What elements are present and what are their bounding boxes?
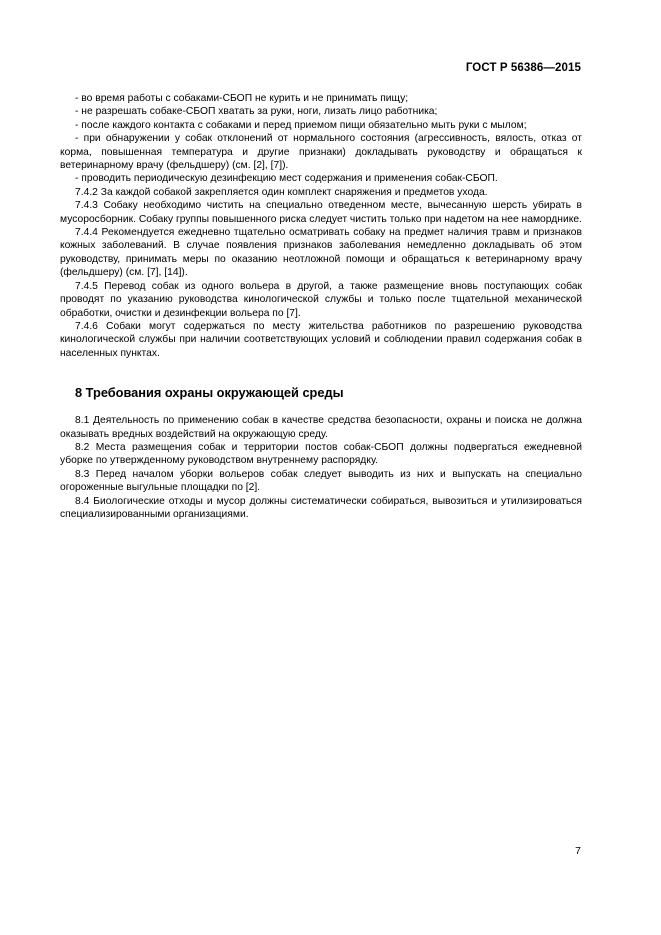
paragraph: 8.3 Перед началом уборки вольеров собак следует выводить из них и выпускать на специально огороженные выгульные площадки по [2]. bbox=[60, 468, 582, 494]
paragraph: 8.4 Биологические отходы и мусор должны систематически собираться, вывозиться и утилизироваться специализированными организациями. bbox=[60, 495, 582, 520]
document-id-header: ГОСТ Р 56386—2015 bbox=[465, 62, 581, 74]
document-body bbox=[60, 92, 582, 521]
paragraph: 8.2 Места размещения собак и территории постов собак-СБОП должны подвергаться ежедневной уборке по утвержденному руководством внутреннему распорядку. bbox=[60, 441, 582, 467]
paragraph: 7.4.2 За каждой собакой закрепляется один комплект снаряжения и предметов ухода. bbox=[75, 186, 488, 198]
paragraph: - во время работы с собаками-СБОП не курить и не принимать пищу; bbox=[75, 93, 409, 104]
section-heading: 8 Требования охраны окружающей среды bbox=[75, 385, 344, 401]
paragraph: 7.4.5 Перевод собак из одного вольера в другой, а также размещение вновь поступающих собак проводят по указанию руководства кинологической службы и только после тщательной механической обработки, очистки и дезинфекции вольера по [7]. bbox=[60, 280, 582, 319]
paragraph: 7.4.6 Собаки могут содержаться по месту жительства работников по разрешению руководства кинологической службы при наличии соответствующих условий и соблюдении правил содержания собак в населенных пунктах. bbox=[60, 320, 582, 359]
paragraph: - при обнаружении у собак отклонений от нормального состояния (агрессивность, вялость, отказ от корма, повышенная температура и другие признаки) докладывать руководству и обращаться к ветеринарному врачу (фельдшеру) (см. [2], [7]). bbox=[60, 133, 582, 172]
page-number: 7 bbox=[575, 845, 581, 857]
paragraph: - не разрешать собаке-СБОП хватать за руки, ноги, лизать лицо работника; bbox=[75, 106, 438, 118]
paragraph: 8.1 Деятельность по применению собак в качестве средства безопасности, охраны и поиска не должна оказывать вредных воздействий на окружающую среду. bbox=[60, 415, 582, 440]
paragraph: 7.4.4 Рекомендуется ежедневно тщательно осматривать собаку на предмет наличия травм и признаков кожных заболеваний. В случае появления признаков заболевания немедленно докладывать об этом руководству, принимать меры по оказанию неотложной помощи и обращаться к ветеринарному врачу (фельдшеру) (см. [7], [14]). bbox=[60, 227, 582, 279]
paragraph: - после каждого контакта с собаками и перед приемом пищи обязательно мыть руки с мылом; bbox=[75, 119, 527, 131]
paragraph: - проводить периодическую дезинфекцию мест содержания и применения собак-СБОП. bbox=[75, 173, 498, 185]
paragraph: 7.4.3 Собаку необходимо чистить на специально отведенном месте, вычесанную шерсть убирать в мусоросборник. Собаку группы повышенного риска следует чистить только при надетом на нее наморднике. bbox=[60, 200, 582, 225]
